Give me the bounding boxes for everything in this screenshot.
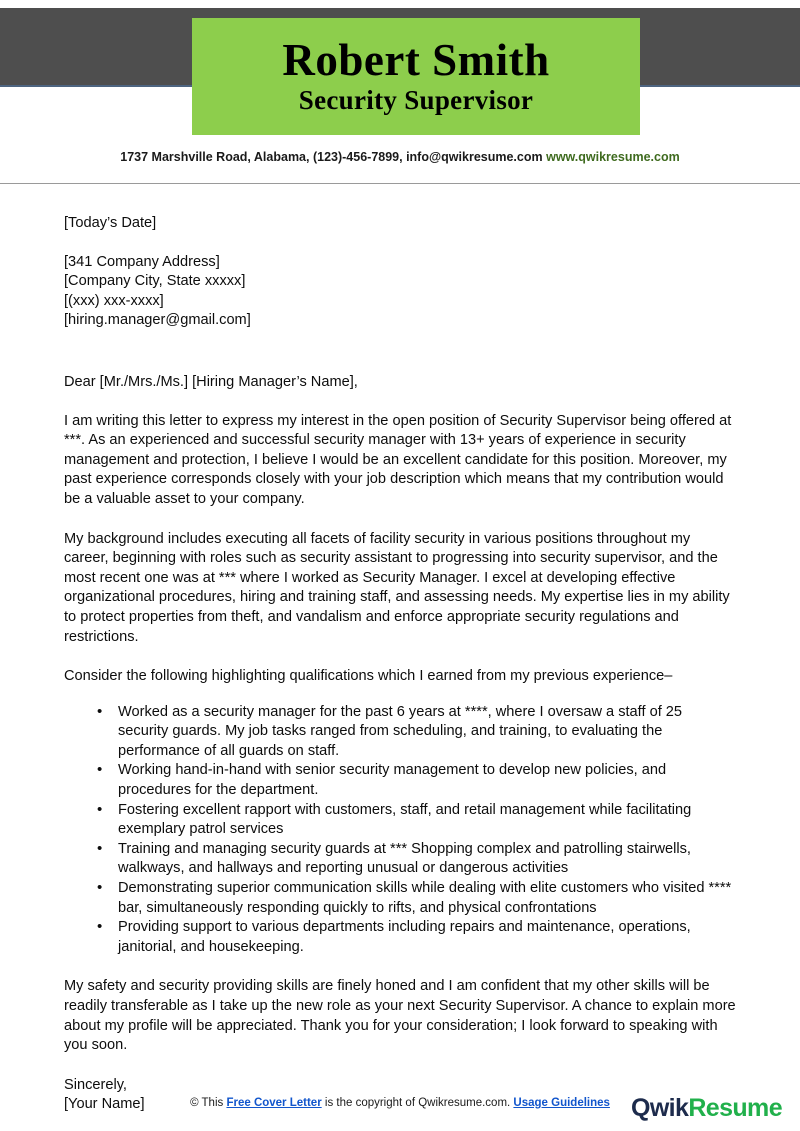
recipient-address-block	[64, 253, 736, 331]
copyright-middle: is the copyright of Qwikresume.com.	[321, 1097, 514, 1109]
qwikresume-logo[interactable]	[631, 1094, 782, 1123]
body-paragraph-1: I am writing this letter to express my interest in the open position of Security Supervisor being offered at ***. As an experienced and successful security manager with 13+ years of experience in security management and protection, I believe I would be an excellent candidate for this position. Moreover, my past experience corresponds closely with your job description which means that my contribution would be a valuable asset to your company.	[64, 412, 732, 507]
candidate-name: Robert Smith	[282, 35, 550, 86]
logo-text-resume: Resume	[688, 1094, 782, 1122]
list-item: • Worked as a security manager for the past 6 years at ****, where I oversaw a staff of 25 security guards. My job tasks ranged from scheduling, and training, to evaluating the performance of all guards on staff.	[64, 703, 736, 762]
candidate-job-title: Security Supervisor	[298, 85, 534, 116]
recipient-email: [hiring.manager@gmail.com]	[64, 312, 251, 329]
list-item: • Working hand-in-hand with senior security management to develop new policies, and procedures for the department.	[64, 761, 736, 800]
list-item: • Training and managing security guards at *** Shopping complex and patrolling stairwells, walkways, and hallways and reporting unusual or dangerous activities	[64, 840, 736, 879]
document-footer	[0, 1092, 800, 1131]
contact-details: 1737 Marshville Road, Alabama, (123)-456-7899, info@qwikresume.com	[120, 150, 543, 164]
logo-text-qwik: Qwik	[630, 1094, 689, 1122]
copyright-prefix: © This	[190, 1097, 227, 1109]
list-item: • Demonstrating superior communication skills while dealing with elite customers who visited **** bar, simultaneously responding quickly to rifts, and physical confrontations	[64, 879, 736, 918]
recipient-phone: [(xxx) xxx-xxxx]	[64, 292, 164, 309]
cover-letter-body	[64, 214, 736, 1115]
list-item: • Providing support to various departments including repairs and maintenance, operations, janitorial, and housekeeping.	[64, 918, 736, 957]
usage-guidelines-link[interactable]: Usage Guidelines	[513, 1097, 610, 1109]
contact-website[interactable]: www.qwikresume.com	[546, 150, 680, 164]
recipient-city-state-zip: [Company City, State xxxxx]	[64, 273, 246, 290]
recipient-address: [341 Company Address]	[64, 253, 220, 270]
date-placeholder: [Today’s Date]	[64, 215, 157, 231]
signature-placeholder: [Your Name]	[64, 1096, 145, 1113]
closing-paragraph: My safety and security providing skills are finely honed and I am confident that my other skills will be readily transferable as I take up the new role as your next Security Supervisor. A chance to explain more about my profile will be appreciated. Thank you for your consideration; I look forward to speaking with you soon.	[64, 978, 736, 1054]
signoff-text: Sincerely,	[64, 1076, 127, 1093]
body-paragraph-3: Consider the following highlighting qualifications which I earned from my previous experience–	[64, 668, 673, 685]
salutation: Dear [Mr./Mrs./Ms.] [Hiring Manager’s Name],	[64, 373, 358, 390]
document-header	[0, 0, 800, 185]
list-item: • Fostering excellent rapport with customers, staff, and retail management while facilitating exemplary patrol services	[64, 801, 736, 840]
header-divider	[0, 183, 800, 184]
qualifications-list	[64, 703, 736, 958]
contact-line	[0, 150, 800, 164]
name-title-box	[192, 18, 640, 135]
free-cover-letter-link[interactable]: Free Cover Letter	[226, 1097, 322, 1109]
body-paragraph-2: My background includes executing all facets of facility security in various positions throughout my career, beginning with roles such as security assistant to progressing into security supervisor, and the most recent one was at *** where I worked as Security Manager. I excel at developing effective organizational procedures, hiring and training staff, and assessing needs. My expertise lies in my ability to protect properties from theft, and vandalism and enforce appropriate security regulations and restrictions.	[64, 530, 730, 645]
